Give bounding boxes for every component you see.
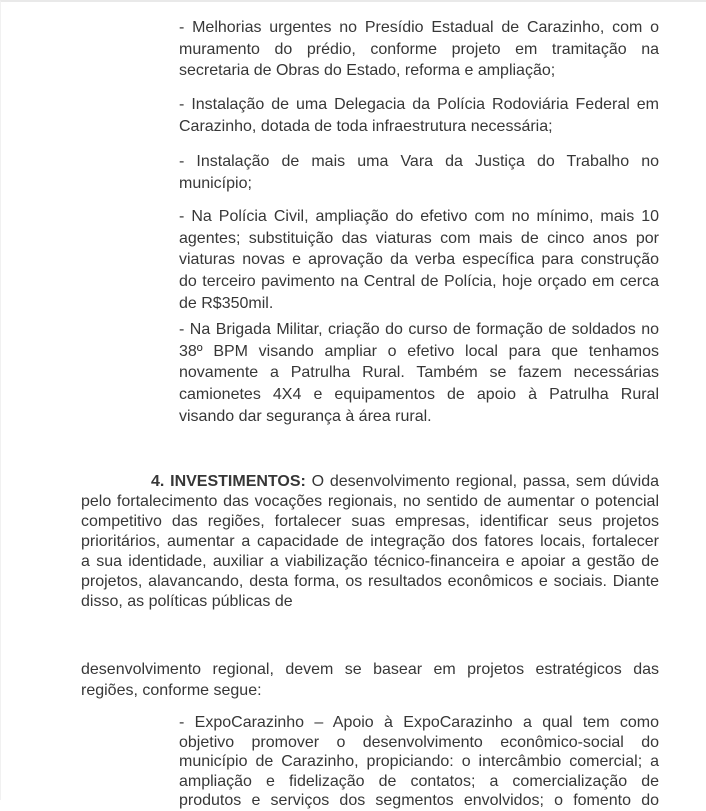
text-line: projetos, alavancando, desta forma, os resultados econômicos e sociais. Diante (81, 573, 659, 590)
text-line: - Instalação de uma Delegacia da Polícia Rodoviária Federal em (179, 96, 659, 113)
text-line: disso, as políticas públicas de (81, 593, 293, 610)
text-line: visando dar segurança à área rural. (179, 407, 432, 425)
text-line: produtos e serviços dos segmentos envolvidos; o fomento do (179, 792, 659, 810)
text-line: de R$350mil. (179, 294, 274, 312)
text-line: competitivo das regiões, fortalecer suas empresas, identificar seus projetos (81, 513, 659, 530)
paragraph-8 (179, 713, 659, 811)
paragraph-4 (179, 206, 659, 315)
text-line: a sua identidade, auxiliar a viabilização técnico-financeira e apoiar a gestão de (81, 553, 659, 570)
text-line: ampliação e fidelização de contatos; a comercialização de (179, 772, 659, 790)
text-line: secretaria de Obras do Estado, reforma e ampliação; (179, 62, 556, 80)
text-line: viaturas novas e aprovação da verba específica para construção (179, 251, 659, 269)
section-heading: 4. INVESTIMENTOS: (151, 473, 306, 490)
text-line: município; (179, 174, 252, 192)
paragraph-1 (179, 17, 659, 82)
paragraph-6 (81, 472, 659, 612)
text-line: novamente a Patrulha Rural. Também se fazem necessárias (179, 364, 659, 382)
text-line: - Na Brigada Militar, criação do curso de formação de soldados no (179, 321, 659, 338)
text-line: município de Carazinho, propiciando: o intercâmbio comercial; a (179, 753, 659, 771)
text-line: regiões, conforme segue: (81, 681, 262, 699)
text-line: muramento do prédio, conforme projeto em tramitação na (179, 40, 659, 58)
text-line: - Instalação de mais uma Vara da Justiça do Trabalho no (179, 153, 659, 170)
paragraph-2 (179, 94, 659, 137)
text-line (81, 472, 659, 492)
paragraph-5 (179, 319, 659, 428)
text-line: do terceiro pavimento na Central de Polícia, hoje orçado em cerca (179, 273, 659, 291)
text-line: Carazinho, dotada de toda infraestrutura necessária; (179, 117, 553, 135)
text-line: - Melhorias urgentes no Presídio Estadual de Carazinho, com o (179, 19, 659, 36)
text-line: camionetes 4X4 e equipamentos de apoio à Patrulha Rural (179, 386, 659, 404)
text-line: 38º BPM visando ampliar o efetivo local para que tenhamos (179, 342, 659, 360)
paragraph-3 (179, 151, 659, 194)
text-line: desenvolvimento regional, devem se basear em projetos estratégicos das (81, 661, 659, 678)
text-line: prioritários, aumentar a capacidade de integração dos fatores locais, fortalecer (81, 533, 659, 550)
text-line: objetivo promover o desenvolvimento econômico-social do (179, 733, 659, 751)
text-line: - ExpoCarazinho – Apoio à ExpoCarazinho a qual tem como (179, 714, 659, 731)
text-line: - Na Polícia Civil, ampliação do efetivo com no mínimo, mais 10 (179, 208, 659, 225)
paragraph-7 (81, 660, 659, 701)
text-line: agentes; substituição das viaturas com mais de cinco anos por (179, 229, 659, 247)
text-line: pelo fortalecimento das vocações regionais, no sentido de aumentar o potencial (81, 493, 659, 510)
text-run: O desenvolvimento regional, passa, sem dúvida (305, 473, 659, 490)
